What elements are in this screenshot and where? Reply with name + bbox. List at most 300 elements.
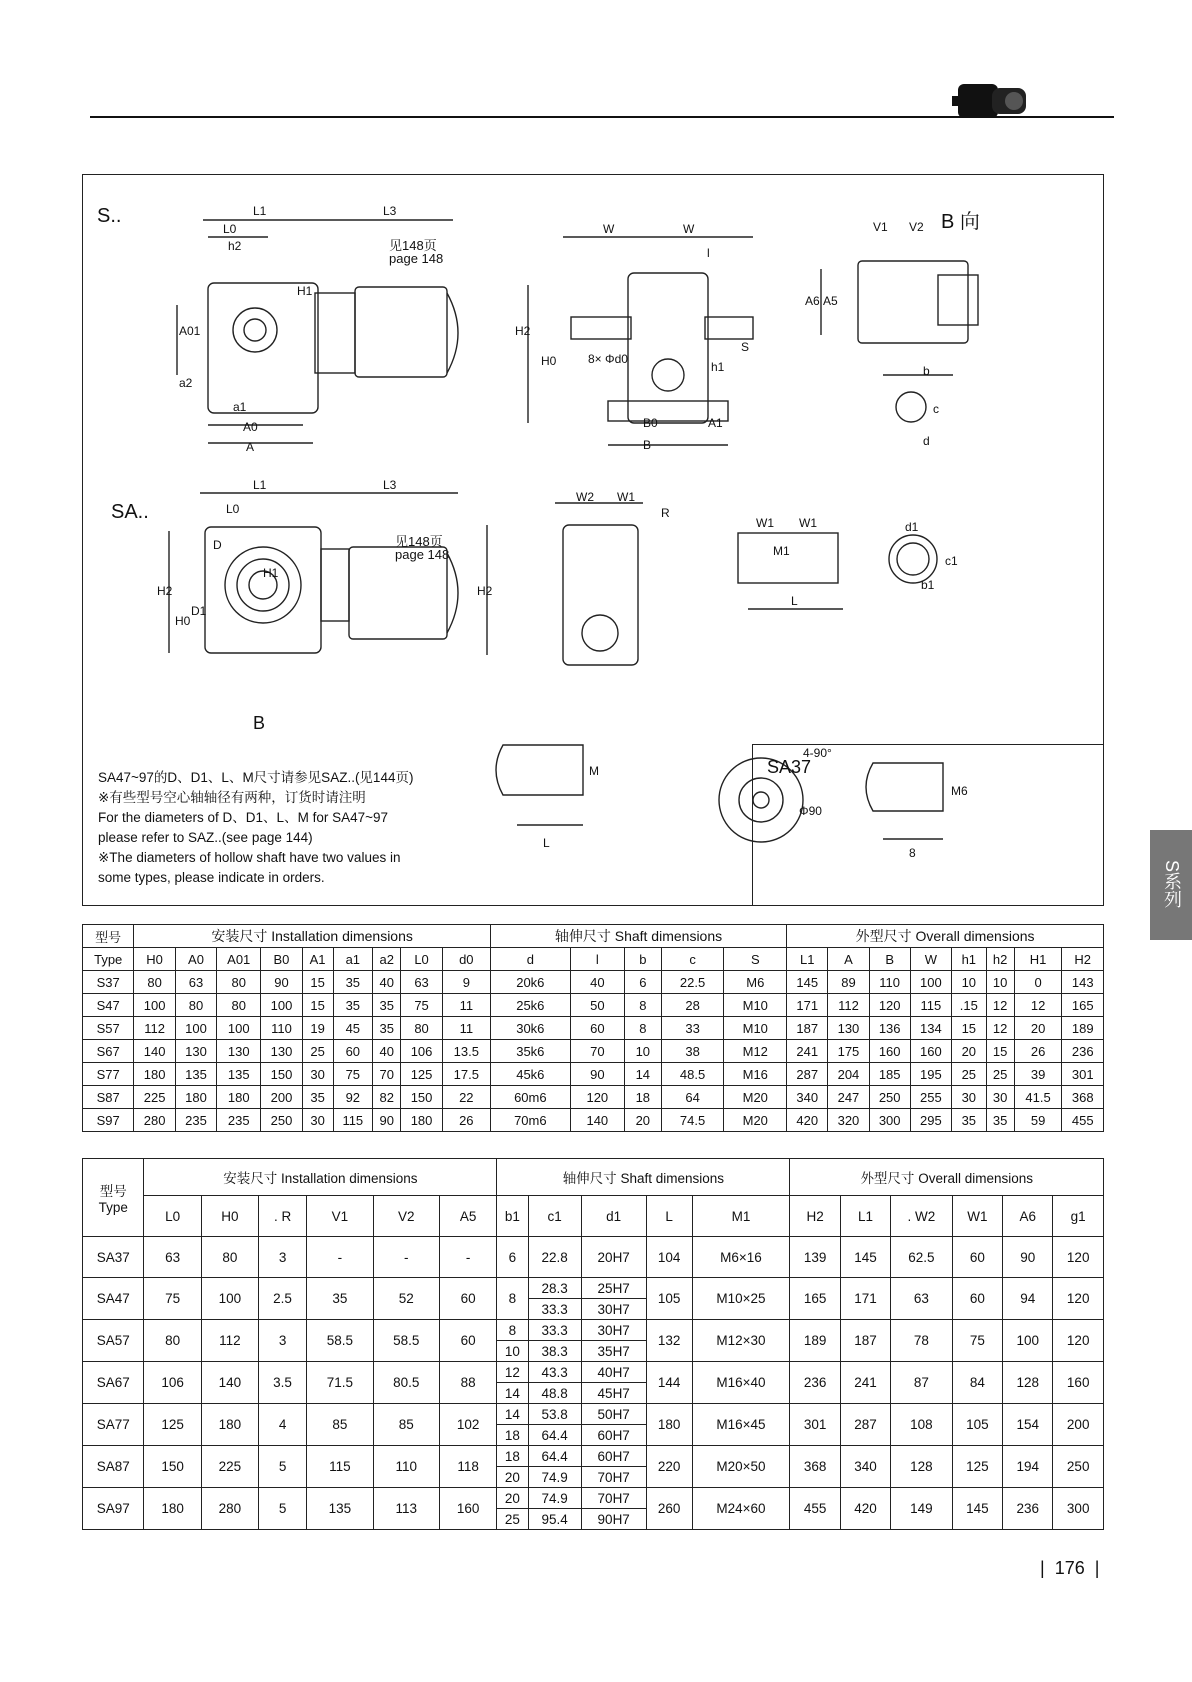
value-cell: 120: [570, 1086, 624, 1109]
value-cell: 12: [497, 1362, 528, 1383]
type-cell: S37: [83, 971, 134, 994]
note-line-6: some types, please indicate in orders.: [98, 870, 325, 885]
svg-text:S: S: [741, 340, 750, 354]
column-header: A: [828, 948, 869, 971]
value-cell: 10: [497, 1341, 528, 1362]
value-cell: 236: [790, 1362, 840, 1404]
value-cell: 340: [840, 1446, 890, 1488]
type-header-en: Type: [98, 1200, 128, 1215]
value-cell: 140: [570, 1109, 624, 1132]
value-cell: 75: [401, 994, 442, 1017]
column-header: L: [646, 1196, 692, 1237]
value-cell: 108: [891, 1404, 953, 1446]
value-cell: 92: [333, 1086, 373, 1109]
value-cell: 64: [661, 1086, 724, 1109]
value-cell: 40H7: [581, 1362, 646, 1383]
value-cell: 18: [497, 1446, 528, 1467]
value-cell: 112: [201, 1320, 258, 1362]
value-cell: 25H7: [581, 1278, 646, 1299]
value-cell: 11: [442, 994, 490, 1017]
value-cell: 22.5: [661, 971, 724, 994]
value-cell: -: [307, 1237, 373, 1278]
value-cell: 25: [497, 1509, 528, 1530]
value-cell: 30: [302, 1063, 333, 1086]
value-cell: 64.4: [528, 1446, 581, 1467]
type-header-cn: 型号: [99, 1184, 127, 1199]
table-row: [83, 1320, 1104, 1341]
b-arrow-label: B: [253, 713, 266, 733]
gearmotor-logo: [952, 76, 1040, 124]
value-cell: 204: [828, 1063, 869, 1086]
value-cell: 60: [952, 1237, 1002, 1278]
value-cell: 20: [497, 1467, 528, 1488]
column-header: H0: [201, 1196, 258, 1237]
value-cell: -: [373, 1237, 439, 1278]
svg-text:L3: L3: [383, 478, 397, 492]
value-cell: 455: [1062, 1109, 1104, 1132]
svg-text:L0: L0: [226, 502, 240, 516]
value-cell: 100: [134, 994, 175, 1017]
value-cell: 60H7: [581, 1425, 646, 1446]
value-cell: 33.3: [528, 1299, 581, 1320]
value-cell: 120: [869, 994, 910, 1017]
svg-text:a1: a1: [233, 400, 247, 414]
type-cell: S57: [83, 1017, 134, 1040]
table-row: [83, 1017, 1104, 1040]
value-cell: 35: [333, 994, 373, 1017]
value-cell: 220: [646, 1446, 692, 1488]
value-cell: 200: [261, 1086, 302, 1109]
type-cell: SA87: [83, 1446, 144, 1488]
value-cell: M12×30: [692, 1320, 790, 1362]
value-cell: 60: [439, 1278, 496, 1320]
value-cell: 45k6: [490, 1063, 570, 1086]
value-cell: 58.5: [373, 1320, 439, 1362]
type-header: [83, 1159, 144, 1237]
column-header: b: [624, 948, 661, 971]
column-header: a2: [373, 948, 401, 971]
svg-text:Φ90: Φ90: [799, 804, 822, 818]
value-cell: 102: [439, 1404, 496, 1446]
value-cell: 20: [1014, 1017, 1062, 1040]
value-cell: 225: [201, 1446, 258, 1488]
value-cell: 106: [401, 1040, 442, 1063]
table-row: [83, 971, 1104, 994]
value-cell: 87: [891, 1362, 953, 1404]
value-cell: 180: [144, 1488, 201, 1530]
value-cell: 3: [259, 1320, 307, 1362]
s-dimensions-table: [82, 924, 1104, 1132]
value-cell: 12: [1014, 994, 1062, 1017]
section-side-tab: [1150, 830, 1192, 940]
value-cell: 38: [661, 1040, 724, 1063]
column-header: a1: [333, 948, 373, 971]
value-cell: 340: [787, 1086, 828, 1109]
value-cell: 100: [217, 1017, 261, 1040]
value-cell: 112: [134, 1017, 175, 1040]
value-cell: 185: [869, 1063, 910, 1086]
column-header: L0: [144, 1196, 201, 1237]
type-cell: S67: [83, 1040, 134, 1063]
value-cell: 18: [497, 1425, 528, 1446]
value-cell: 104: [646, 1237, 692, 1278]
value-cell: 10: [624, 1040, 661, 1063]
value-cell: 250: [1053, 1446, 1104, 1488]
sa37-detail-box: [752, 744, 1104, 906]
group-installation: 安装尺寸 Installation dimensions: [144, 1159, 497, 1196]
column-header: A0: [175, 948, 216, 971]
value-cell: 90H7: [581, 1509, 646, 1530]
value-cell: 25: [986, 1063, 1014, 1086]
value-cell: 94: [1003, 1278, 1053, 1320]
value-cell: 130: [261, 1040, 302, 1063]
value-cell: 50H7: [581, 1404, 646, 1425]
value-cell: 300: [1053, 1488, 1104, 1530]
svg-text:W: W: [683, 222, 695, 236]
s-model-label: S..: [97, 205, 122, 227]
value-cell: 250: [869, 1086, 910, 1109]
value-cell: 241: [840, 1362, 890, 1404]
sa-model-label: SA..: [111, 501, 149, 523]
svg-text:H2: H2: [157, 584, 173, 598]
value-cell: 105: [646, 1278, 692, 1320]
svg-text:H0: H0: [541, 354, 557, 368]
column-header: A6: [1003, 1196, 1053, 1237]
value-cell: 280: [201, 1488, 258, 1530]
svg-text:A1: A1: [708, 416, 723, 430]
value-cell: 320: [828, 1109, 869, 1132]
value-cell: 100: [261, 994, 302, 1017]
svg-text:4-90°: 4-90°: [803, 746, 832, 760]
value-cell: 30H7: [581, 1320, 646, 1341]
column-header: H0: [134, 948, 175, 971]
value-cell: 30k6: [490, 1017, 570, 1040]
value-cell: 2.5: [259, 1278, 307, 1320]
value-cell: 70H7: [581, 1467, 646, 1488]
value-cell: 3: [259, 1237, 307, 1278]
value-cell: 14: [497, 1383, 528, 1404]
svg-text:L: L: [791, 594, 798, 608]
svg-text:d1: d1: [905, 520, 919, 534]
value-cell: 128: [891, 1446, 953, 1488]
value-cell: 150: [144, 1446, 201, 1488]
value-cell: 455: [790, 1488, 840, 1530]
value-cell: 60: [439, 1320, 496, 1362]
value-cell: 25: [952, 1063, 987, 1086]
type-header-cn: 型号: [83, 925, 134, 948]
value-cell: 18: [624, 1086, 661, 1109]
value-cell: 35: [302, 1086, 333, 1109]
column-header: d1: [581, 1196, 646, 1237]
svg-text:W1: W1: [756, 516, 774, 530]
value-cell: 180: [175, 1086, 216, 1109]
svg-text:h1: h1: [711, 360, 725, 374]
type-cell: SA37: [83, 1237, 144, 1278]
value-cell: 194: [1003, 1446, 1053, 1488]
value-cell: 187: [840, 1320, 890, 1362]
svg-text:A6: A6: [805, 294, 820, 308]
type-header-en: Type: [83, 948, 134, 971]
svg-text:A0: A0: [243, 420, 258, 434]
group-overall: 外型尺寸 Overall dimensions: [787, 925, 1104, 948]
table-row: [83, 1109, 1104, 1132]
svg-text:A: A: [246, 440, 255, 454]
value-cell: 5: [259, 1446, 307, 1488]
value-cell: 80: [401, 1017, 442, 1040]
value-cell: 90: [261, 971, 302, 994]
value-cell: 120: [1053, 1278, 1104, 1320]
svg-text:8: 8: [909, 846, 916, 860]
column-header: M1: [692, 1196, 790, 1237]
group-shaft: 轴伸尺寸 Shaft dimensions: [497, 1159, 790, 1196]
value-cell: 128: [1003, 1362, 1053, 1404]
value-cell: 60H7: [581, 1446, 646, 1467]
value-cell: 235: [217, 1109, 261, 1132]
value-cell: 38.3: [528, 1341, 581, 1362]
note-line-1: SA47~97的D、D1、L、M尺寸请参见SAZ..(见144页): [98, 770, 414, 785]
value-cell: 48.8: [528, 1383, 581, 1404]
value-cell: 105: [952, 1404, 1002, 1446]
column-header: . R: [259, 1196, 307, 1237]
value-cell: 150: [261, 1063, 302, 1086]
type-cell: S47: [83, 994, 134, 1017]
value-cell: 255: [910, 1086, 951, 1109]
value-cell: 30: [952, 1086, 987, 1109]
svg-text:W: W: [603, 222, 615, 236]
svg-text:M1: M1: [773, 544, 790, 558]
value-cell: 26: [442, 1109, 490, 1132]
value-cell: 150: [401, 1086, 442, 1109]
value-cell: 48.5: [661, 1063, 724, 1086]
value-cell: 8: [624, 994, 661, 1017]
value-cell: 145: [787, 971, 828, 994]
value-cell: 75: [333, 1063, 373, 1086]
value-cell: 112: [828, 994, 869, 1017]
value-cell: 110: [373, 1446, 439, 1488]
value-cell: 70: [570, 1040, 624, 1063]
value-cell: 35: [333, 971, 373, 994]
value-cell: 30: [302, 1109, 333, 1132]
column-header: h2: [986, 948, 1014, 971]
value-cell: 10: [986, 971, 1014, 994]
value-cell: 33: [661, 1017, 724, 1040]
svg-text:8× Φd0: 8× Φd0: [588, 352, 628, 366]
value-cell: 33.3: [528, 1320, 581, 1341]
value-cell: 28.3: [528, 1278, 581, 1299]
value-cell: 189: [790, 1320, 840, 1362]
value-cell: 154: [1003, 1404, 1053, 1446]
type-cell: SA57: [83, 1320, 144, 1362]
column-header: W: [910, 948, 951, 971]
column-header: V2: [373, 1196, 439, 1237]
column-header: V1: [307, 1196, 373, 1237]
value-cell: 135: [175, 1063, 216, 1086]
value-cell: 100: [1003, 1320, 1053, 1362]
value-cell: 15: [302, 971, 333, 994]
column-header: l: [570, 948, 624, 971]
type-cell: S97: [83, 1109, 134, 1132]
value-cell: 420: [787, 1109, 828, 1132]
type-cell: SA47: [83, 1278, 144, 1320]
value-cell: 235: [175, 1109, 216, 1132]
svg-text:H0: H0: [175, 614, 191, 628]
svg-text:W2: W2: [576, 490, 594, 504]
value-cell: M10×25: [692, 1278, 790, 1320]
value-cell: 110: [869, 971, 910, 994]
ref-en-1: page 148: [389, 251, 444, 266]
column-header: d0: [442, 948, 490, 971]
value-cell: 3.5: [259, 1362, 307, 1404]
value-cell: 35H7: [581, 1341, 646, 1362]
svg-text:L1: L1: [253, 204, 267, 218]
column-header: H2: [1062, 948, 1104, 971]
value-cell: 40: [373, 1040, 401, 1063]
value-cell: M6: [724, 971, 787, 994]
value-cell: 295: [910, 1109, 951, 1132]
value-cell: 144: [646, 1362, 692, 1404]
column-header: c: [661, 948, 724, 971]
table-row: [83, 1086, 1104, 1109]
column-header: S: [724, 948, 787, 971]
column-header: L1: [787, 948, 828, 971]
value-cell: 35: [952, 1109, 987, 1132]
value-cell: 125: [952, 1446, 1002, 1488]
value-cell: 171: [840, 1278, 890, 1320]
value-cell: 85: [373, 1404, 439, 1446]
note-line-3: For the diameters of D、D1、L、M for SA47~97: [98, 810, 388, 825]
value-cell: 287: [840, 1404, 890, 1446]
value-cell: 30H7: [581, 1299, 646, 1320]
column-header: L1: [840, 1196, 890, 1237]
svg-text:D1: D1: [191, 604, 207, 618]
group-overall: 外型尺寸 Overall dimensions: [790, 1159, 1104, 1196]
value-cell: 15: [986, 1040, 1014, 1063]
value-cell: 20k6: [490, 971, 570, 994]
svg-text:L1: L1: [253, 478, 267, 492]
value-cell: M10: [724, 1017, 787, 1040]
value-cell: 78: [891, 1320, 953, 1362]
value-cell: 80: [201, 1237, 258, 1278]
note-line-5: ※The diameters of hollow shaft have two values in: [98, 850, 401, 865]
value-cell: 6: [624, 971, 661, 994]
table-row: [83, 1063, 1104, 1086]
value-cell: 63: [144, 1237, 201, 1278]
value-cell: 301: [1062, 1063, 1104, 1086]
svg-text:c: c: [933, 402, 939, 416]
ref-cn-1: 见148页: [389, 238, 437, 253]
value-cell: 260: [646, 1488, 692, 1530]
value-cell: 70H7: [581, 1488, 646, 1509]
svg-text:A01: A01: [179, 324, 201, 338]
value-cell: 10: [952, 971, 987, 994]
value-cell: 88: [439, 1362, 496, 1404]
value-cell: M16×45: [692, 1404, 790, 1446]
value-cell: 180: [201, 1404, 258, 1446]
value-cell: 160: [869, 1040, 910, 1063]
value-cell: 80: [144, 1320, 201, 1362]
value-cell: 30: [986, 1086, 1014, 1109]
value-cell: M10: [724, 994, 787, 1017]
value-cell: 80.5: [373, 1362, 439, 1404]
value-cell: 130: [828, 1017, 869, 1040]
column-header: A5: [439, 1196, 496, 1237]
table-row: [83, 994, 1104, 1017]
value-cell: 115: [307, 1446, 373, 1488]
svg-text:H1: H1: [297, 284, 313, 298]
svg-text:W1: W1: [799, 516, 817, 530]
value-cell: 95.4: [528, 1509, 581, 1530]
svg-text:a2: a2: [179, 376, 193, 390]
column-header: W1: [952, 1196, 1002, 1237]
value-cell: 15: [952, 1017, 987, 1040]
value-cell: 39: [1014, 1063, 1062, 1086]
drawing-notes: [98, 768, 518, 888]
value-cell: 6: [497, 1237, 528, 1278]
value-cell: 135: [307, 1488, 373, 1530]
value-cell: 20: [497, 1488, 528, 1509]
svg-text:M6: M6: [951, 784, 968, 798]
column-header: H2: [790, 1196, 840, 1237]
value-cell: M16×40: [692, 1362, 790, 1404]
value-cell: 175: [828, 1040, 869, 1063]
value-cell: 35: [986, 1109, 1014, 1132]
value-cell: 13.5: [442, 1040, 490, 1063]
value-cell: 160: [910, 1040, 951, 1063]
column-header: A01: [217, 948, 261, 971]
svg-text:L0: L0: [223, 222, 237, 236]
value-cell: M6×16: [692, 1237, 790, 1278]
value-cell: 241: [787, 1040, 828, 1063]
table-row: [83, 1446, 1104, 1467]
value-cell: 8: [624, 1017, 661, 1040]
note-line-4: please refer to SAZ..(see page 144): [98, 830, 313, 845]
svg-text:H2: H2: [515, 324, 531, 338]
value-cell: 45: [333, 1017, 373, 1040]
column-header: L0: [401, 948, 442, 971]
value-cell: 43.3: [528, 1362, 581, 1383]
value-cell: 84: [952, 1362, 1002, 1404]
svg-text:V1: V1: [873, 220, 888, 234]
b-view-label: B 向: [941, 211, 980, 233]
value-cell: 63: [175, 971, 216, 994]
group-shaft: 轴伸尺寸 Shaft dimensions: [490, 925, 786, 948]
value-cell: 22.8: [528, 1237, 581, 1278]
value-cell: 64.4: [528, 1425, 581, 1446]
value-cell: 60: [333, 1040, 373, 1063]
value-cell: 106: [144, 1362, 201, 1404]
svg-text:H2: H2: [477, 584, 493, 598]
type-cell: S77: [83, 1063, 134, 1086]
svg-text:B: B: [643, 438, 652, 452]
value-cell: 287: [787, 1063, 828, 1086]
value-cell: 15: [302, 994, 333, 1017]
value-cell: 5: [259, 1488, 307, 1530]
value-cell: 9: [442, 971, 490, 994]
value-cell: 60: [570, 1017, 624, 1040]
side-tab-label: S系列: [1162, 860, 1182, 909]
svg-text:H1: H1: [263, 566, 279, 580]
value-cell: 74.9: [528, 1467, 581, 1488]
value-cell: 82: [373, 1086, 401, 1109]
svg-text:h2: h2: [228, 239, 242, 253]
value-cell: 132: [646, 1320, 692, 1362]
value-cell: 74.9: [528, 1488, 581, 1509]
value-cell: 130: [175, 1040, 216, 1063]
value-cell: 12: [986, 994, 1014, 1017]
svg-text:d: d: [923, 434, 930, 448]
value-cell: 236: [1062, 1040, 1104, 1063]
value-cell: 52: [373, 1278, 439, 1320]
